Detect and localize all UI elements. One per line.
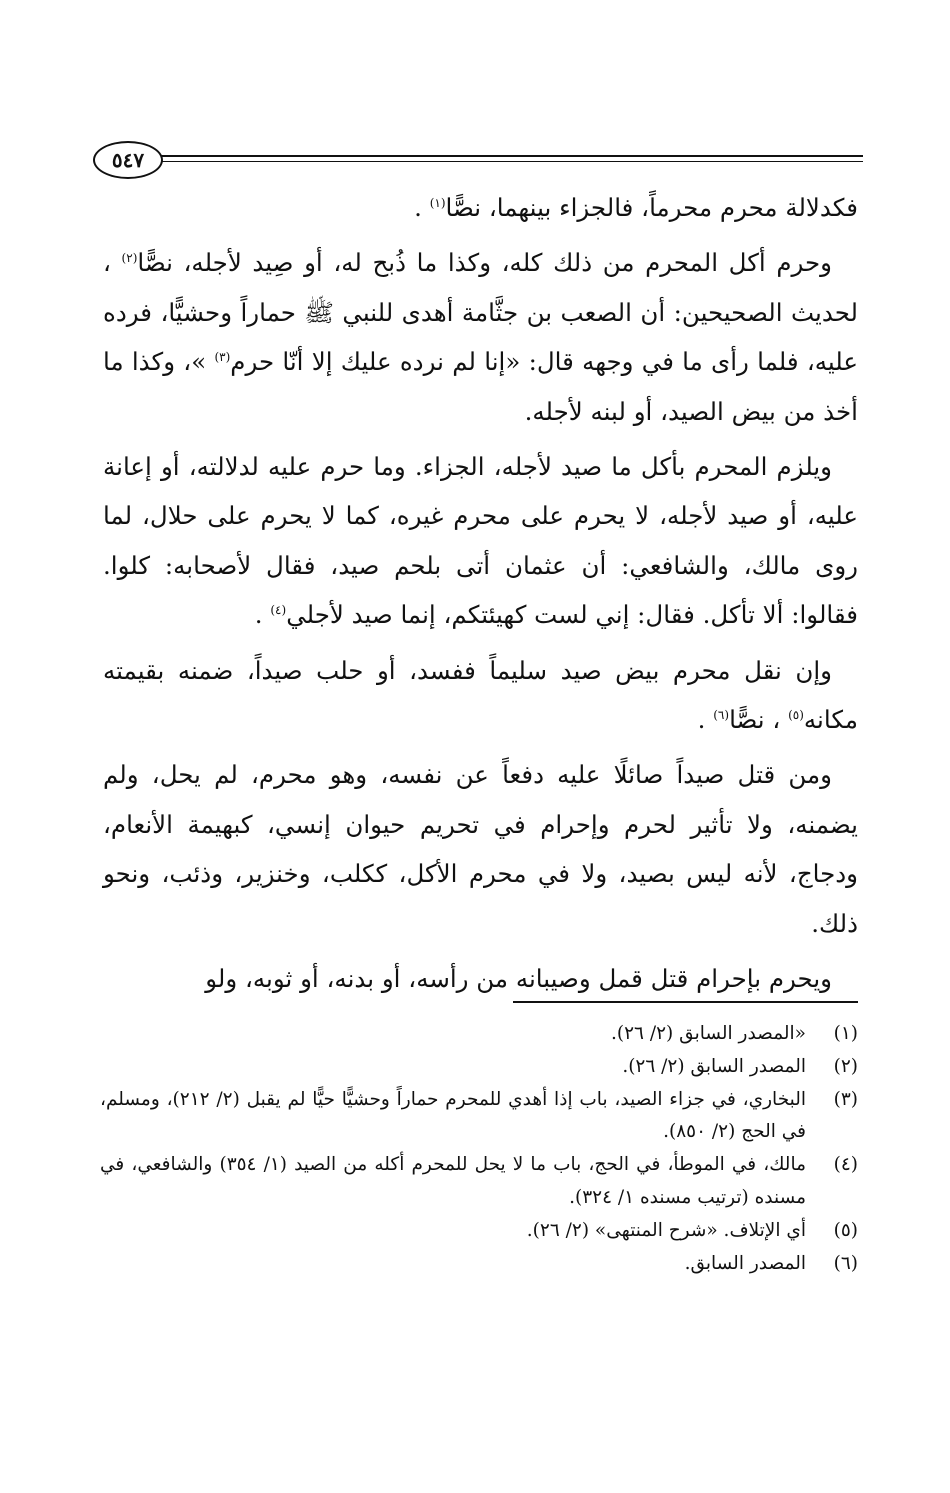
paragraph: وحرم أكل المحرم من ذلك كله، وكذا ما ذُبح له، أو صِيد لأجله، نصًّا$^{(٢)}$ ، لحديث الصحيحين: أن الصعب بن جثَّامة أهدى للنبي ﷺ حماراً وحشيًّا، فرده عليه، فلما رأى ما في وجهه قال: «إنا لم نرده عليك إلا أنّا حرم$^{(٣)}$ »، وكذا ما أخذ من بيض الصيد، أو لبنه لأجله. [103, 248, 859, 426]
footnotes [100, 1018, 858, 1280]
footnote [100, 1149, 858, 1215]
footnote-ref[interactable]: (٦) [713, 707, 730, 722]
footnote-text: مالك، في الموطأ، في الحج، باب ما لا يحل للمحرم أكله من الصيد (١/ ٣٥٤) والشافعي، في مسنده (ترتيب مسنده ١/ ٣٢٤). [100, 1154, 806, 1208]
footnote-number: (٦) [833, 1252, 858, 1274]
footnote-ref[interactable]: (٤) [270, 603, 287, 618]
paragraph: ويحرم بإحرام قتل قمل وصيبانه من رأسه، أو بدنه، أو ثوبه، ولو [205, 964, 832, 994]
footnote [100, 1215, 858, 1248]
footnote [100, 1051, 858, 1084]
paragraph: ويلزم المحرم بأكل ما صيد لأجله، الجزاء. وما حرم عليه لدلالته، أو إعانة عليه، أو صيد لأجله، لا يحرم على محرم غيره، كما لا يحرم على حلال، لما روى مالك، والشافعي: أن عثمان أتى بلحم صيد، فقال لأصحابه: كلوا. فقالوا: ألا تأكل. فقال: إني لست كهيئتكم، إنما صيد لأجلي$^{(٤)}$ . [103, 452, 858, 630]
footnote-divider [513, 1001, 858, 1003]
main-text [103, 183, 858, 1004]
footnote-text: أي الإتلاف. «شرح المنتهى» (٢/ ٢٦). [526, 1219, 806, 1241]
footnote-text: البخاري، في جزاء الصيد، باب إذا أهدي للمحرم حماراً وحشيًّا حيًّا لم يقبل (٢/ ٢١٢)، ومسلم، في الحج (٢/ ٨٥٠). [100, 1088, 806, 1143]
footnote-number: (٥) [833, 1219, 858, 1241]
paragraph: وإن نقل محرم بيض صيد سليماً ففسد، أو حلب صيداً، ضمنه بقيمته مكانه$^{(٥)}$ ، نصًّا$^{(٦)}$ . [103, 655, 858, 735]
footnote-number: (٤) [833, 1154, 858, 1176]
footnote-text: «المصدر السابق (٢/ ٢٦). [611, 1023, 806, 1044]
footnote-text: المصدر السابق. [684, 1252, 806, 1274]
paragraph: فكدلالة محرم محرماً، فالجزاء بينهما، نصًّا$^{(١)}$ . [414, 193, 858, 222]
footnote-ref[interactable]: (٢) [121, 251, 138, 266]
footnote [100, 1084, 858, 1150]
footnote-ref[interactable]: (٣) [214, 350, 231, 365]
footnote-ref[interactable]: (٥) [788, 707, 804, 722]
page-number: ٥٤٧ [93, 141, 163, 179]
footnote-number: (٢) [833, 1055, 858, 1077]
page-header [93, 138, 863, 182]
footnote [100, 1248, 858, 1281]
footnote-number: (٣) [833, 1088, 858, 1110]
header-rule-thin [153, 161, 863, 162]
footnote-text: المصدر السابق (٢/ ٢٦). [622, 1055, 806, 1077]
footnote-number: (١) [833, 1023, 858, 1044]
footnote-ref[interactable]: (١) [429, 195, 446, 210]
header-rule [153, 155, 863, 157]
paragraph: ومن قتل صيداً صائلًا عليه دفعاً عن نفسه، وهو محرم، لم يحل، ولم يضمنه، ولا تأثير لحرم وإحرام في تحريم حيوان إنسي، كبهيمة الأنعام، ودجاج، لأنه ليس بصيد، ولا في محرم الأكل، ككلب، وخنزير، وذئب، ونحو ذلك. [103, 760, 858, 938]
footnote [100, 1018, 858, 1051]
